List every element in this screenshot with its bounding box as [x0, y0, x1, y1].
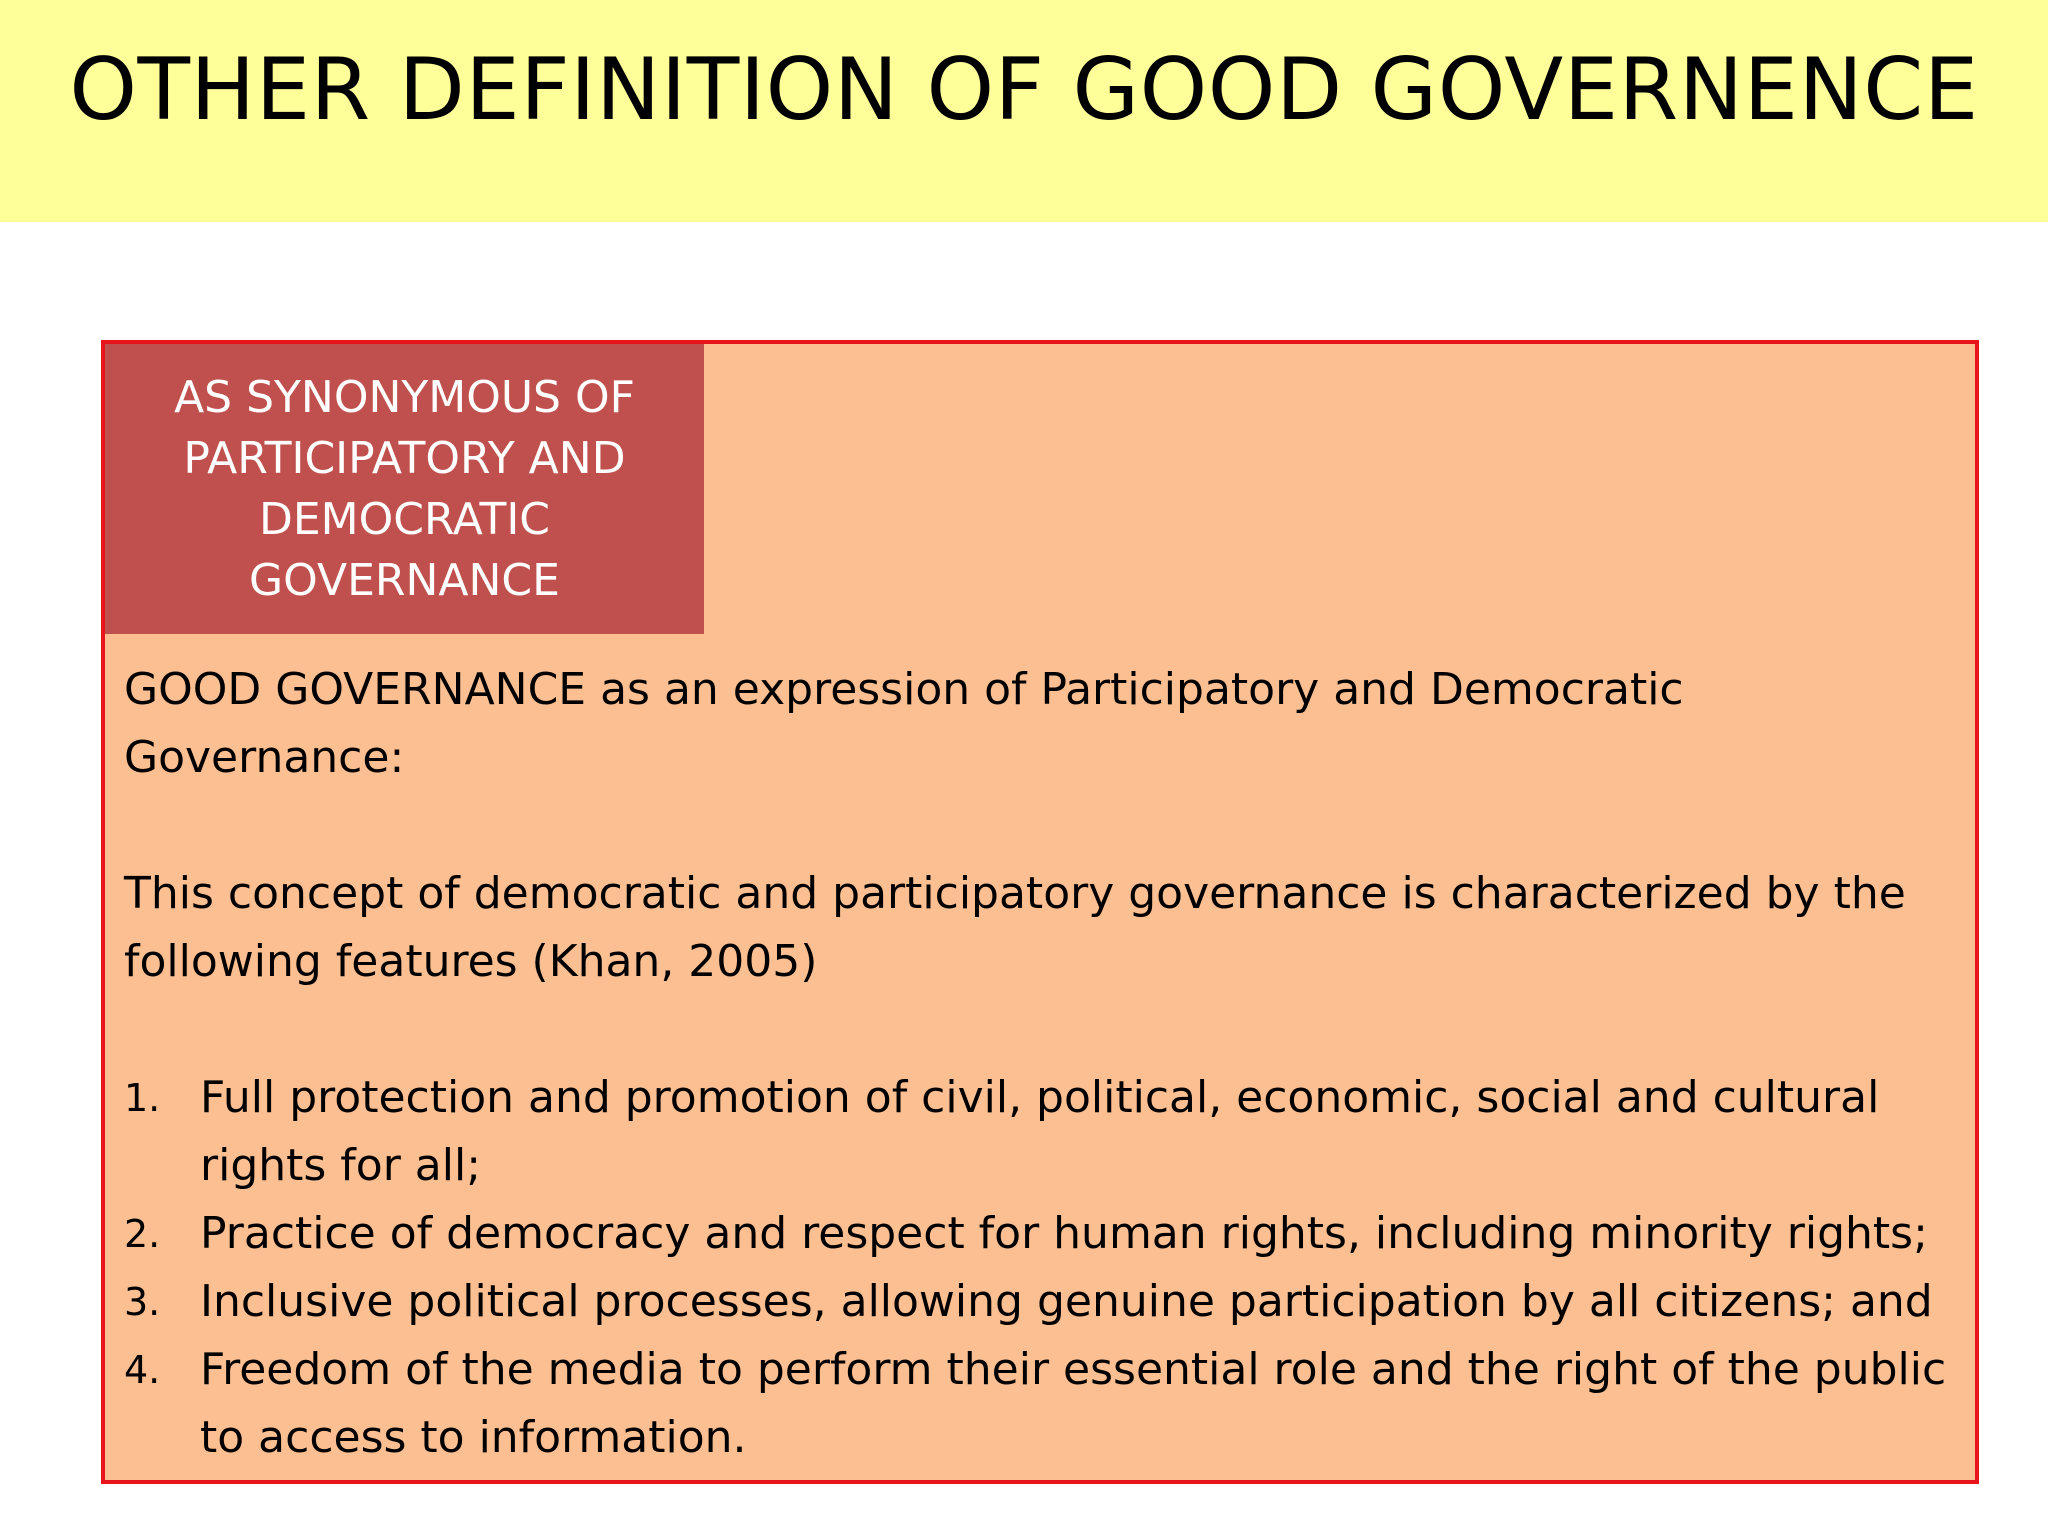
- list-text: [200, 1268, 1964, 1336]
- list-text-line: Practice of democracy and respect for human rights, including minority rights;: [200, 1208, 1928, 1259]
- list-number: 4.: [124, 1348, 161, 1392]
- list-number: 3.: [124, 1280, 161, 1324]
- list-text: [200, 1336, 1964, 1472]
- list-item: [124, 1200, 1964, 1268]
- list-text: [200, 1064, 1964, 1200]
- concept-line: This concept of democratic and participatory governance is characterized by the: [124, 868, 1906, 919]
- paragraph-gap: [124, 792, 1964, 860]
- intro-line: GOOD GOVERNANCE as an expression of Participatory and Democratic: [124, 664, 1684, 715]
- list-item: [124, 1268, 1964, 1336]
- list-number: 2.: [124, 1212, 161, 1256]
- content-box: [101, 340, 1979, 1484]
- intro-line: Governance:: [124, 732, 405, 783]
- list-text-line: Inclusive political processes, allowing genuine participation by all citizens; and: [200, 1276, 1933, 1327]
- list-text: [200, 1200, 1964, 1268]
- list-number: 1.: [124, 1076, 161, 1120]
- list-item: [124, 1064, 1964, 1200]
- list-text-line: Freedom of the media to perform their essential role and the right of the public: [200, 1344, 1947, 1395]
- body-text: [124, 656, 1964, 1472]
- concept-line: following features (Khan, 2005): [124, 936, 818, 987]
- section-label-line: PARTICIPATORY AND: [183, 433, 626, 484]
- list-item: [124, 1336, 1964, 1472]
- paragraph-gap: [124, 996, 1964, 1064]
- section-label: [105, 344, 704, 634]
- list-text-line: rights for all;: [200, 1140, 482, 1191]
- section-label-line: DEMOCRATIC: [258, 494, 551, 545]
- section-label-line: GOVERNANCE: [249, 555, 560, 606]
- slide-title: OTHER DEFINITION OF GOOD GOVERNENCE: [69, 40, 1979, 140]
- section-label-line: AS SYNONYMOUS OF: [174, 372, 635, 423]
- title-band: [0, 0, 2048, 222]
- list-text-line: to access to information.: [200, 1412, 747, 1463]
- list-text-line: Full protection and promotion of civil, political, economic, social and cultural: [200, 1072, 1880, 1123]
